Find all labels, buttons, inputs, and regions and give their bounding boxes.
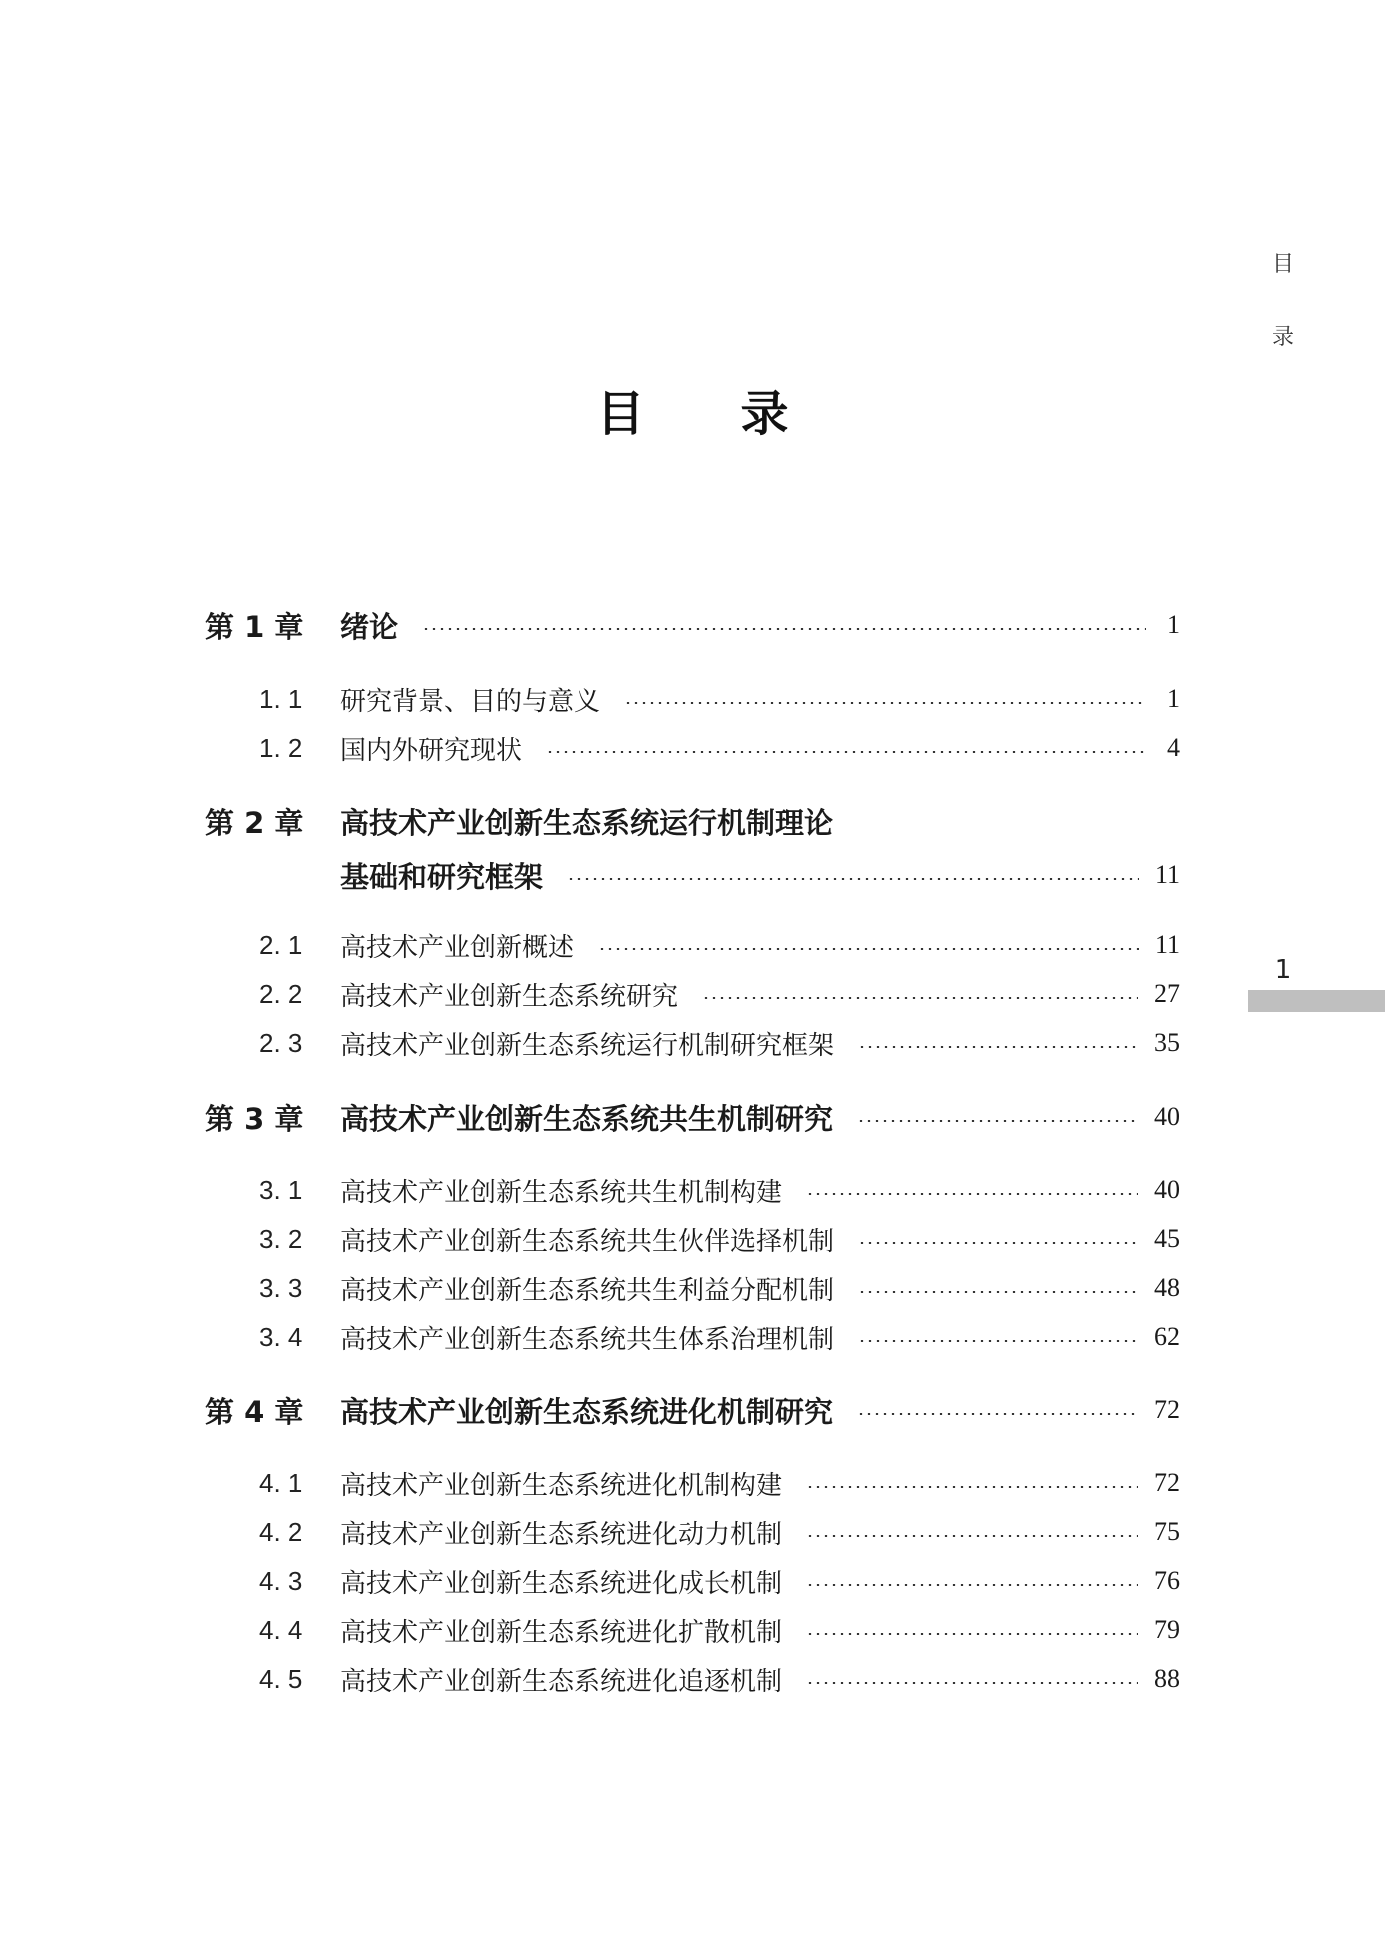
dot-leader: [546, 751, 1146, 753]
section-title: 高技术产业创新生态系统研究: [340, 981, 679, 1012]
toc-section-2-3[interactable]: [205, 1023, 1180, 1063]
toc-section-2-2[interactable]: [205, 974, 1180, 1014]
page-ref: 27: [1154, 979, 1180, 1008]
page-number: 1: [1274, 955, 1292, 985]
toc-section-4-3[interactable]: [205, 1561, 1180, 1601]
page-ref: 48: [1154, 1273, 1180, 1302]
toc-section-4-2[interactable]: [205, 1512, 1180, 1552]
chapter-label: 第 3 章: [205, 1101, 304, 1136]
toc-section-2-1[interactable]: [205, 925, 1180, 965]
page-ref: 35: [1154, 1028, 1180, 1057]
section-title: 高技术产业创新生态系统进化追逐机制: [340, 1666, 783, 1697]
dot-leader: [857, 1120, 1138, 1122]
section-title: 高技术产业创新生态系统进化扩散机制: [340, 1617, 783, 1648]
chapter-title-line1: 高技术产业创新生态系统运行机制理论: [340, 805, 834, 840]
dot-leader: [598, 948, 1139, 950]
page-ref: 72: [1154, 1395, 1180, 1424]
section-number: 2. 1: [259, 929, 303, 960]
section-title: 高技术产业创新生态系统共生利益分配机制: [340, 1275, 835, 1306]
toc-section-4-1[interactable]: [205, 1463, 1180, 1503]
section-number: 2. 2: [259, 978, 303, 1009]
dot-leader: [858, 1046, 1138, 1048]
dot-leader: [806, 1682, 1138, 1684]
toc-section-4-5[interactable]: [205, 1659, 1180, 1699]
section-number: 3. 4: [259, 1321, 303, 1352]
page-title-char-1: 目: [596, 386, 645, 442]
dot-leader: [567, 878, 1139, 880]
section-title: 高技术产业创新生态系统运行机制研究框架: [340, 1030, 835, 1061]
toc-chapter-2-line1[interactable]: [205, 801, 1180, 841]
page-ref: 79: [1154, 1615, 1180, 1644]
page-ref: 11: [1154, 860, 1180, 889]
dot-leader: [858, 1340, 1138, 1342]
dot-leader: [806, 1535, 1138, 1537]
toc-chapter-4[interactable]: [205, 1390, 1180, 1430]
toc-section-3-2[interactable]: [205, 1219, 1180, 1259]
section-number: 3. 1: [259, 1174, 303, 1205]
section-number: 3. 3: [259, 1272, 303, 1303]
dot-leader: [422, 628, 1146, 630]
dot-leader: [806, 1486, 1138, 1488]
dot-leader: [806, 1633, 1138, 1635]
dot-leader: [806, 1584, 1138, 1586]
toc-section-3-1[interactable]: [205, 1170, 1180, 1210]
toc-section-1-1[interactable]: [205, 679, 1180, 719]
section-number: 1. 2: [259, 732, 303, 763]
section-title: 高技术产业创新概述: [340, 932, 575, 963]
page-ref: 40: [1154, 1102, 1180, 1131]
section-title: 高技术产业创新生态系统进化成长机制: [340, 1568, 783, 1599]
section-title: 高技术产业创新生态系统共生机制构建: [340, 1177, 783, 1208]
chapter-title-line2: 基础和研究框架: [340, 859, 544, 894]
section-number: 3. 2: [259, 1223, 303, 1254]
toc-chapter-2-line2[interactable]: [205, 855, 1180, 895]
chapter-title: 绪论: [340, 609, 399, 644]
section-title: 高技术产业创新生态系统进化动力机制: [340, 1519, 783, 1550]
dot-leader: [624, 702, 1146, 704]
section-number: 1. 1: [259, 683, 303, 714]
page-ref: 1: [1167, 684, 1180, 713]
chapter-label: 第 2 章: [205, 805, 304, 840]
side-header-char-1: 目: [1271, 252, 1294, 277]
page-ref: 72: [1154, 1468, 1180, 1497]
dot-leader: [806, 1193, 1138, 1195]
page-ref: 75: [1154, 1517, 1180, 1546]
section-number: 4. 2: [259, 1516, 303, 1547]
page-ref: 1: [1167, 610, 1180, 639]
section-title: 高技术产业创新生态系统共生伙伴选择机制: [340, 1226, 835, 1257]
section-title: 研究背景、目的与意义: [340, 686, 601, 717]
page-ref: 88: [1154, 1664, 1180, 1693]
page-ref: 40: [1154, 1175, 1180, 1204]
chapter-title: 高技术产业创新生态系统共生机制研究: [340, 1101, 834, 1136]
toc-chapter-1[interactable]: [205, 605, 1180, 645]
section-title: 高技术产业创新生态系统进化机制构建: [340, 1470, 783, 1501]
toc-section-4-4[interactable]: [205, 1610, 1180, 1650]
page-ref: 76: [1154, 1566, 1180, 1595]
toc-section-3-3[interactable]: [205, 1268, 1180, 1308]
section-number: 2. 3: [259, 1027, 303, 1058]
section-title: 高技术产业创新生态系统共生体系治理机制: [340, 1324, 835, 1355]
chapter-label: 第 4 章: [205, 1394, 304, 1429]
dot-leader: [857, 1413, 1138, 1415]
page-ref: 4: [1167, 733, 1180, 762]
toc-section-3-4[interactable]: [205, 1317, 1180, 1357]
page-ref: 11: [1154, 930, 1180, 959]
page-ref: 62: [1154, 1322, 1180, 1351]
dot-leader: [858, 1291, 1138, 1293]
dot-leader: [702, 997, 1138, 999]
section-title: 国内外研究现状: [340, 735, 523, 766]
toc-chapter-3[interactable]: [205, 1097, 1180, 1137]
toc-section-1-2[interactable]: [205, 728, 1180, 768]
section-number: 4. 5: [259, 1663, 303, 1694]
chapter-label: 第 1 章: [205, 609, 304, 644]
page-title-char-2: 录: [740, 386, 789, 442]
chapter-title: 高技术产业创新生态系统进化机制研究: [340, 1394, 834, 1429]
dot-leader: [858, 1242, 1138, 1244]
section-number: 4. 3: [259, 1565, 303, 1596]
section-number: 4. 4: [259, 1614, 303, 1645]
section-number: 4. 1: [259, 1467, 303, 1498]
side-header-char-2: 录: [1271, 325, 1294, 350]
page-ref: 45: [1154, 1224, 1180, 1253]
